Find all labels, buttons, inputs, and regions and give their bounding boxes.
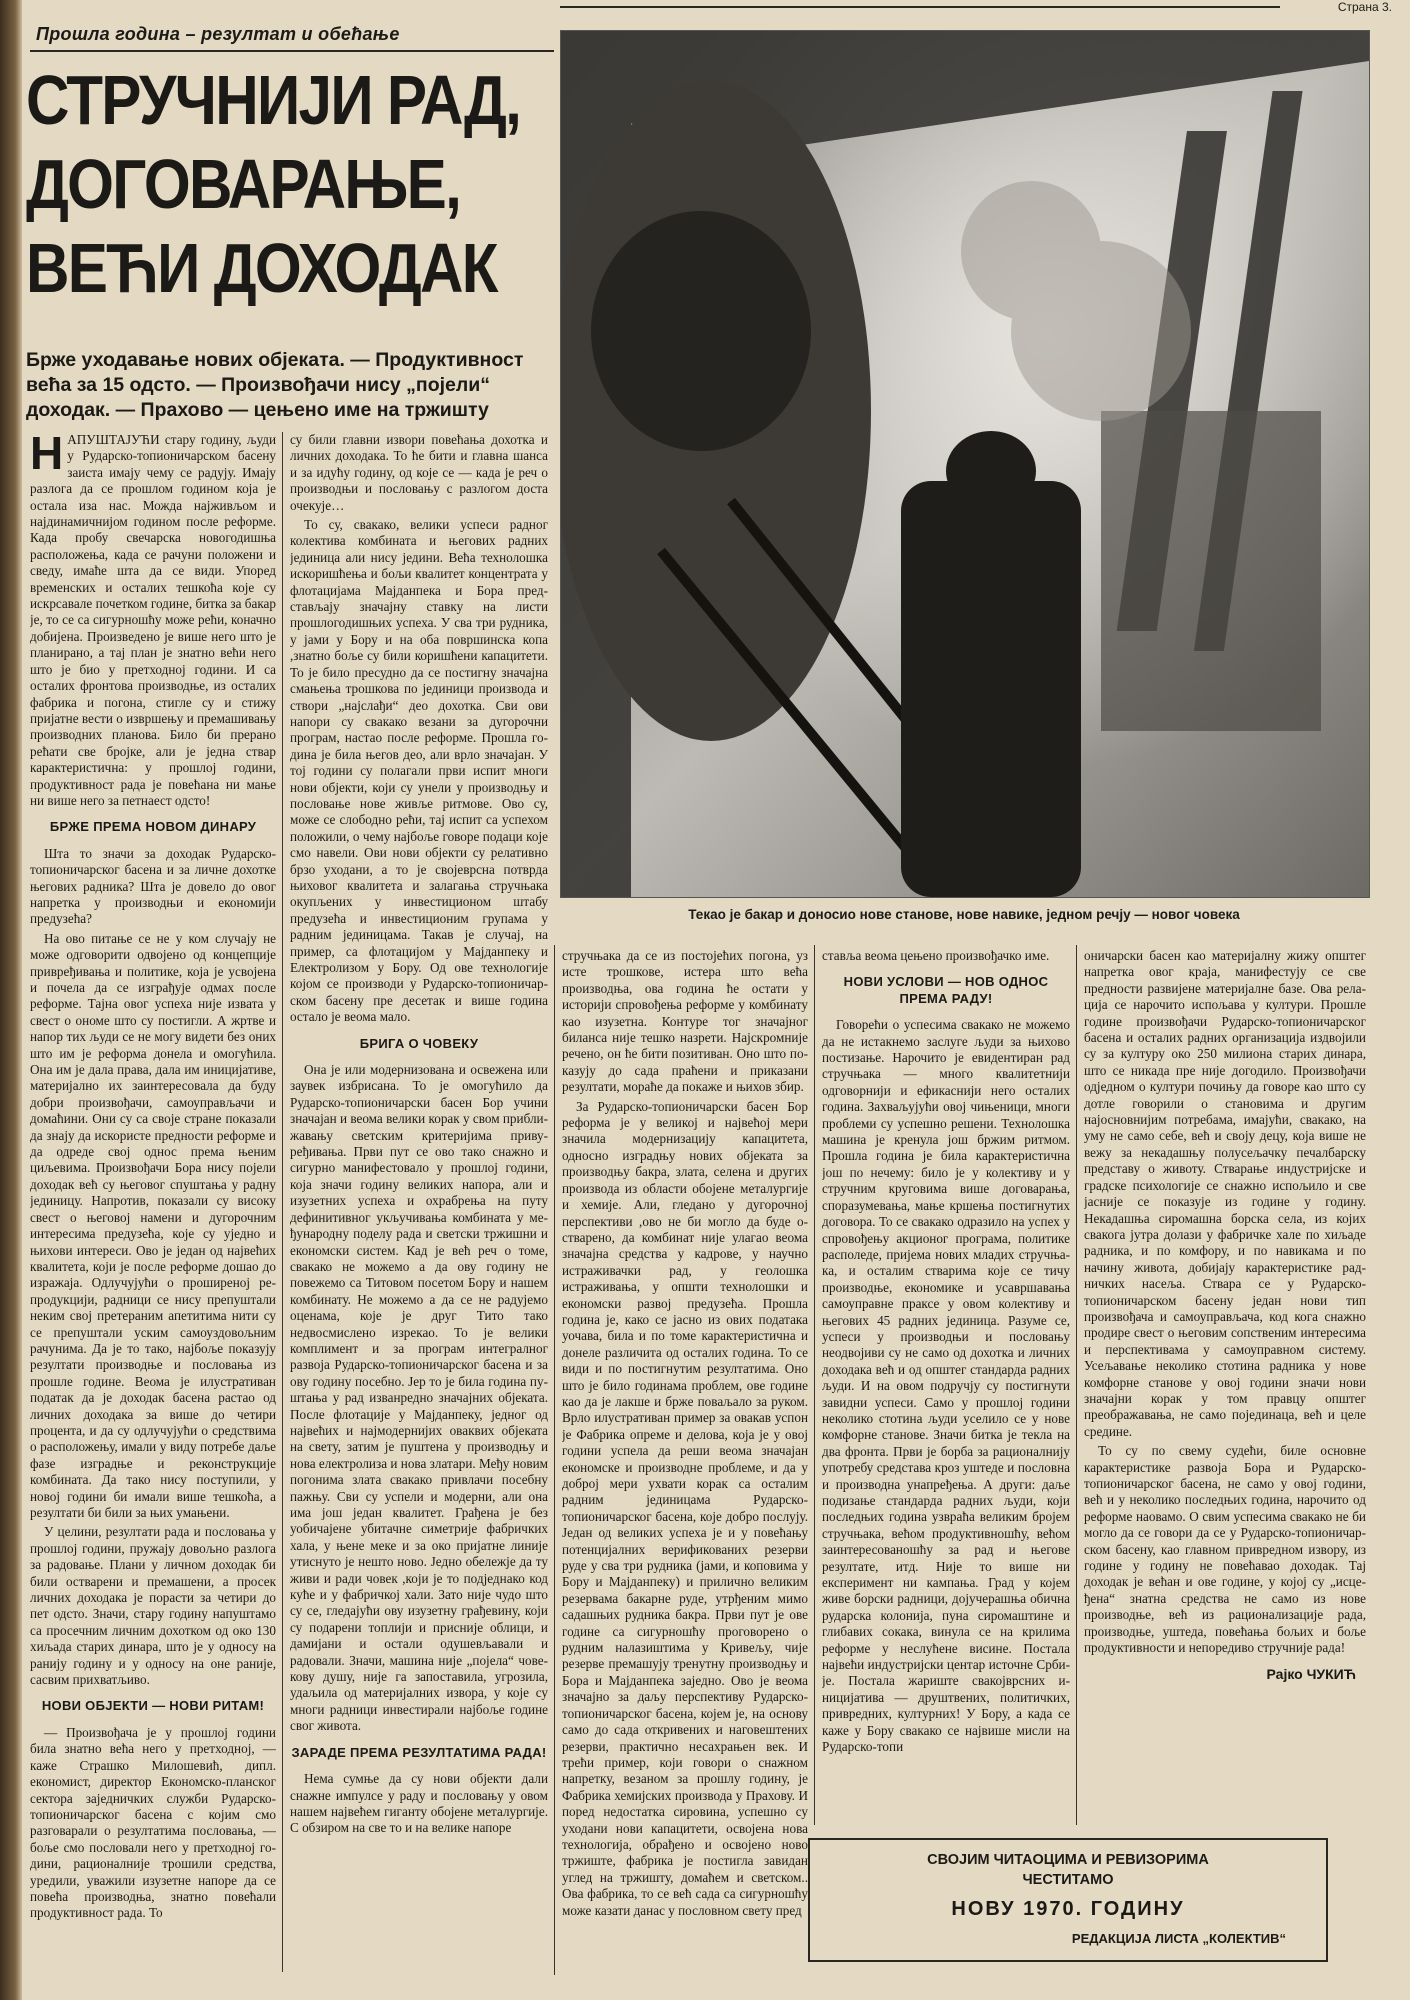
paragraph: На ово питање се не у ком случају не може одговорити одвојено од концепције привређивања и политике, која је усвојена и почела да се изграђује одмах после реформе. Тајна овог успеха није извата у свест о ономе што су постигли. А жртве и напор тих људи се не могу видети без оних што им је реформа донела и омогућила. Она им је дала права, дала им иницијативе, материјално их заинтересовала да буду добри произвођачи, самоуправљачи и домаћини. Они су са своје стране показали да знају да искористе предности реформе и да одреде свој однос према њеним циљевима. Произвођачи Бора нису појели доходак већ су његовог спуштања у радну јединицу. Напротив, показали су високу свест о његовој намени и дугорочним интересима предузећа, које су уједно и њихови интереси. Ово је један од највећих квалитета, који је после реформе дошао до изражаја. Одлучујући о проширеној репродукцији, радници се нису препуштали неким свој претераним апетитима нити су се препуштали уским самоуздовољним рачунима. Да је то тако, најбоље показују резултати производње и пословања из прошле године. Веома је илустративан податак да је доходак басена растао од личних доходака за више до четири процента, и да су одлучујући о средствима о расположењу, имали у виду потребе даље фазе изградње и реконструкције комбината. Да тако нису поступили, у новој години би имали више тешкоћа, а резултати би били за њих умањени. — [30, 930, 276, 1520]
page-number: Страна 3. — [1337, 0, 1392, 14]
industrial-photo — [560, 30, 1370, 898]
paragraph: Нема сумње да су нови објекти дали снажне импулсе у раду и пословању у овом нашем највећем гиганту обојене металургије. С обзиром на све то и на велике напоре — [290, 1771, 548, 1836]
article-intro: АПУШТАЈУЋИ стару годину, људи у Рударско-топионичарском басену заиста имају чему се радују. Имају разлога да се прошлом годином која је остала иза нас. Можда најживљом и најдинамичнијом годином после реформе. Када пробу свечарска новогодишња расположења, када се рачуни положени и сведу, имаће шта да се види. Упоред временских и осталих тешкоћа које су искрсавале почетком године, битка за бакар је, то се са сигурношћу може рећи, коначно добијена. Произведено је више него што је планирано, а тај план је знатно већи него што је био у претходној години. И са осталих фронтова производње, из осталих фабрика и погона, стигле су и стижу пријатне вести о извршењу и премашивању производних планова. Било би прерано рећати све бројке, али је једна ствар карактеристична: у прошлој години, продуктивност рада је повећана ни мање ни више него за петнаест одсто! — [30, 432, 276, 808]
photo-caption: Текао је бакар и доносио нове станове, нове навике, једном речју — новог човека — [688, 907, 1240, 922]
subheading-care-for-man: БРИГА О ЧОВЕКУ — [359, 1035, 479, 1051]
headline-line-2: ДОГОВАРАЊЕ, — [26, 145, 461, 223]
paragraph: Она је или модернизована и освежена или заувек избрисана. То је омогућило да Рударско-топионичарски басен Бор учини значајан и веома велики корак у свом приближавању светским критеријима привуређивања. Први пут се ово тако снажно и сигурно манифестовало у прошлој години, која значи годину великих напора, али и изузетних успеха и охрабрења на путу дефинитивног укључивања комбината у међународну поделу рада и светски тржишни и економски систем. Кад је већ реч о томе, свакако не можемо а да ову годину не повежемо са Титовом посетом Бору и нашем комбинату. Не можемо а да се не радујемо оценама, које је друг Тито тако недвосмислено изрекао. То је велики комплимент и за програм интегралног развоја Рударско-топионичарског басена и за ову годину посебно. Јер то је била година пуштања у рад изванредно значајних објеката. После флотације у Мајданпеку, једног од највећих и најмодернијих оваквих објеката на свету, затим је пуштена у производњу и нова електролиза и нова златари. Међу новим погонима злата свакако привлачи посебну пажњу. Сви су успели и модерни, али она има још један квалитет. Грађена је без уобичајене убитачне симетрије фабричких хала, у њене меке и за око пријатне линије утиснуто је нешто ново. Једно обележје да ту живи и ради човек ,који је то подједнако код куће и у фабричкој хали. Зато није чудо што су се, гледајући ову изузетну грађевину, који су подарени топлији и присније облици, и дамијани и остали одушевљавали и радовали. Значи, машина није „појела“ човекову душу, није га запоставила, угрозила, удаљила од материјалних извора, у које су многи радници инвестирали најбоље године свог живота. — [290, 1062, 548, 1734]
subheading-new-objects: НОВИ ОБЈЕКТИ — НОВИ РИТАМ! — [41, 1698, 265, 1714]
photo-illustration — [561, 31, 1369, 897]
subheading-earnings: ЗАРАДЕ ПРЕМА РЕЗУЛТАТИМА РАДА! — [291, 1744, 547, 1760]
greeting-signature: РЕДАКЦИЈА ЛИСТА „КОЛЕКТИВ“ — [1071, 1931, 1286, 1946]
paragraph: У целини, резултати рада и пословања у прошлој години, пружају довољно разлога за радовање. Плани у личном доходак би били остварени и премашени, а просек личних доходака је порасти за четири до пет одсто. Значи, стару годину напуштамо са просечним личним дохотком од око 130 хиљада старих динара, што је у односу на ранију годину и у односу на оне раније, сасвим прихватљиво. — [30, 1524, 276, 1688]
deck-subheading: Брже уходавање нових објеката. — Продуктивност већа за 15 одсто. — Произвођачи нису „појели“ доходак. — Прахово — цењено име на тржишту — [26, 349, 524, 421]
paragraph: За Рударско-топионичарски басен Бор реформа је у великој и највећој мери значила модернизацију капацитета, односно изградњу нових објеката за производњу бакра, злата, селена и других производа из области обојене металургије и хемије. Али, гледано у дугорочној перспективи ,ово не би могло да буде остварено, да комбинат није улагао веома значајна средства у кадрове, у научно истраживачки рад, у геолошка истраживања, у општи технолошки и економски развој предузећа. Прошла година је, како се јасно из ових података уочава, била и по томе карактеристична и донеле различита од осталих година. То се види и по постигнутим резултатима. Оно што је било годинама проблем, ове године као да је лакше и брже поваљало за руком. Врло илустративан пример за овакав успон је Фабрика опреме и делова, која је у овој години успела да реши веома значајан економске и производне проблеме, и да у доброј мери ухвати корак са осталим радним јединицама Рударско-топионичарског басена, које добро послују. Један од великих успеха је и у повећању потенцијалних верификованих резерви руде у сва три рудника (јами, и коповима у Бору и Мајданпеку) и прилично великим резервама бакарне руде, утрђеним мимо садашњих рудника бакра. Први пут је ове године са сигурношћу проговорено о рудним налазиштима у Кривељу, чије резерве премашују тренутну производњу и Бора и Мајданпека заједно. Ово је веома значајно за даљу перспективу Рударско-топионичарског басена, којем је, на основу само до сада откривених и наговештених резерви, практично несахрањен век. И трећи пример, који говори о снажном напретку, везаном за прошлу годину, је Фабрика хемијских производа у Прахову. И поред недостатка сировина, успешно су уходани нови капацитети, освојена нова технологија, обрађено и освојено ново тржиште, фабрика је постигла завидан углед на тржишту, домаћем и светском.. Ова фабрика, то се већ сада са сигурношћу може казати данас у пословном свету пред — [562, 1098, 808, 1918]
dropcap-letter: Н — [30, 432, 64, 479]
column-divider — [1076, 945, 1077, 1825]
new-year-greeting-box — [808, 1838, 1328, 1962]
headline-line-3: ВЕЋИ ДОХОДАК — [26, 229, 497, 307]
top-rule — [560, 6, 1280, 8]
paragraph: То су, свакако, велики успеси радног колектива комбината и његових радних јединица али нису једини. Већа технолошка искоришћења и бољи квалитет концентрата у флотацијама Мајданпека и Бора представљају значајну ставку на листи прошлогодишњих успеха. У сва три рудника, у јами у Бору и на оба површинска копа ,знатно боље су били коришћени капацитети. То је било пресудно да се постигну значајна смањења трошкова по јединици производа и створи „најслађи“ део дохотка. Сви ови напори су свакако везани за дугорочни програм, настао после реформе. Прошла година је била његов део, али врло значајан. У тој години су полагали први испит многи нови објекти, који су унели у производњу и пословање нове живље ритмове. Ово су, може се слободно рећи, тај испит са успехом положили, о чему најбоље говоре подаци које смо навели. Ови нови објекти су релативно брзо уходани, а то је својеврсна потврда њиховог квалитета и залагања стручњака окупљених у инвестиционом штабу предузећа и инвестиционим групама у радним јединицама. Такав је случај, на пример, са флотацијом у Мајданпеку и Електролизом у Бору. Од ове технологије којом се производи у Рударско-топионичарском басену пре десетак и више година остало је веома мало. — [290, 517, 548, 1025]
paragraph: То су по свему судећи, биле основне карактеристике развоја Бора и Рударско-топионичарског басена, не само у овој години, већ и у неколико последњих година, нарочито од реформе наовамо. О свим успесима свакако не би могло да се говори да се у Рударско-топионичарском басену, као главном привредном извору, из године у годину не повећавао доходак. Тај доходак је већан и ове године, у којој су „исцеђена“ знатна средства не само из нове производње, већ из рационализације рада, производње, уштеда, повећања бољих и боље продуктивности и непоредиво стручније рада! — [1084, 1443, 1366, 1656]
subheading-faster-to-new-dinar: БРЖЕ ПРЕМА НОВОМ ДИНАРУ — [49, 819, 257, 835]
article-column-1 — [30, 432, 276, 1972]
section-kicker: Прошла година – резултат и обећање — [36, 24, 400, 44]
headline-line-1: СТРУЧНИЈИ РАД, — [26, 61, 521, 139]
paragraph: оничарски басен као материјалну жижу општег напретка овог краја, манифестују се све предности развијене материјалне базе. Ова релација се нарочито испољава у култури. Прошле године произвођачи Рударско-топионичарског басена и осталих радних организација издвојили су за културу око 250 милиона старих динара, што се никада пре није догодило. Произвођачи одједном о култури почињу да говоре као што су дотле говорили о становима и другим најосновнијим потребама, имајући, свакако, на уму не само себе, већ и своју децу, која више не вежу за некадашњу полусељачку печалбарску представу о животу. Стварање индустријске и градске психологије се снажно испољило и све јасније се показује из године у годину. Некадашња сиромашна борска села, из којих свакога јутра долази у фабричке хале по хиљаде радника, и по комфору, и по навикама и по начину живота, добијају карактеристике радничких насеља. Ствара се у Рударско-топионичарском басену један нови тип произвођача и самоуправљача, код кога снажно продире свест о његовим сопственим интересима и перспективама у самоуправном систему. Усељавање неколико стотина радника у нове комфорне станове у овој години значи нови значајни корак у том правцу општег преображавања, не само појединаца, већ и целе средине. — [1084, 948, 1366, 1439]
greeting-line-3: НОВУ 1970. ГОДИНУ — [951, 1898, 1185, 1920]
author-byline: Рајко ЧУКИЋ — [1266, 1666, 1356, 1683]
column-divider — [814, 945, 815, 1825]
paragraph: ставља веома цењено произвођачко име. — [822, 948, 1050, 963]
paragraph: су били главни извори повећања дохотка и личних доходака. То ће бити и главна шанса и за идућу годину, од које се — када је реч о производњи и пословању с разлогом доста очекује… — [290, 432, 548, 513]
article-column-2 — [290, 432, 548, 1972]
article-column-4 — [822, 948, 1070, 1828]
article-column-3 — [562, 948, 808, 1973]
headline — [26, 58, 521, 310]
greeting-line-2: ЧЕСТИТАМО — [1022, 1872, 1114, 1888]
paragraph: стручњака да се из постојећих погона, уз исте трошкове, истера што већа производња, ова година ће остати у историји спровођења реформе у комбинату као изузетна. Контуре тог значајног биланса није тешко назрети. Најскромније речено, он ће бити позитиван. Оно што показују до сада праћени и приказани резултати, мораће да покаже и њихов збир. — [562, 948, 808, 1095]
paragraph: Говорећи о успесима свакако не можемо да не истакнемо заслуге људи за њихово постизање. Нарочито је евидентиран рад стручњака — много квалитетнији одговорнији и ефикаснији него осталих година. Захваљујући овој чињеници, многи проблеми су успешно решени. Технолошка машина је кренула још бржим ритмом. Прошла година је била карактеристична још по нечему: било је у колективу и у стручним круговима више договарања, споразумевања, мање кршења постигнутих договора. То се свакако одразило на успех у спровођењу акционог програма, политике располеде, пријема нових младих стручњака, и осталим стварима које се тичу производње, економике и усавршавања самоуправне праксе у овом колективу и његових 45 радних јединица. Разуме се, успеси у производњи и пословању неодвојиви су не само од дохотка и личних доходака већ и од општег стандарда радних људи. И на овом подручју су постигнути завидни успеси. Само у прошлој години неколико стотина људи уселило се у нове комфорне станове. Значи битка је текла на два фронта. Први је борба за рационалнију употребу средстава кроз уштеде и пословна и производна унапређења. А други: даље подизање стандарда радних људи, који последњих година узвраћа великим бројем стручњака, већом продуктивношћу, већом заинтересованошћу за рад и његове резултате, итд. Није то више ни експеримент ни кампања. Град у којем живе борски радници, дојучерашња обична рударска колонија, пуна сиромаштине и глибавих сокака, винула се на крилима реформе у неслућене висине. Постала највећи индустријски центар источне Србије. Постала жариште свакојврсних иницијатива — друштвених, политичких, привредних, културних! У Бору, а када се каже у Бору свакако се највише мисли на Рударско-топи — [822, 1017, 1070, 1755]
paragraph: Шта то значи за доходак Рударско-топионичарског басена и за личне дохотке његових радника? Шта је довело до овог напретка у производњи и економији предузећа? — [30, 845, 276, 927]
article-column-5 — [1084, 948, 1366, 1828]
kicker-rule — [30, 50, 554, 52]
paragraph: — Произвођача је у прошлој години била знатно већа него у претходној, — каже Страшко Милошевић, дипл. економист, директор Економско-планског сектора заједничких служби Рударско-топионичарског басена с којим смо разговарали о резултатима пословања, — боље смо пословали него у претходној години, рационалније трошили средства, уредили, уважили изузетне напоре да се повећа производња, знатно повећали продуктивност рада. То — [30, 1724, 276, 1921]
column-divider — [554, 945, 555, 1975]
subheading-new-conditions: НОВИ УСЛОВИ — НОВ ОДНОС ПРЕМА РАДУ! — [843, 974, 1049, 1006]
column-divider — [282, 432, 283, 1972]
binding-spine — [0, 0, 22, 2000]
greeting-line-1: СВОЈИМ ЧИТАОЦИМА И РЕВИЗОРИМА — [927, 1852, 1209, 1868]
